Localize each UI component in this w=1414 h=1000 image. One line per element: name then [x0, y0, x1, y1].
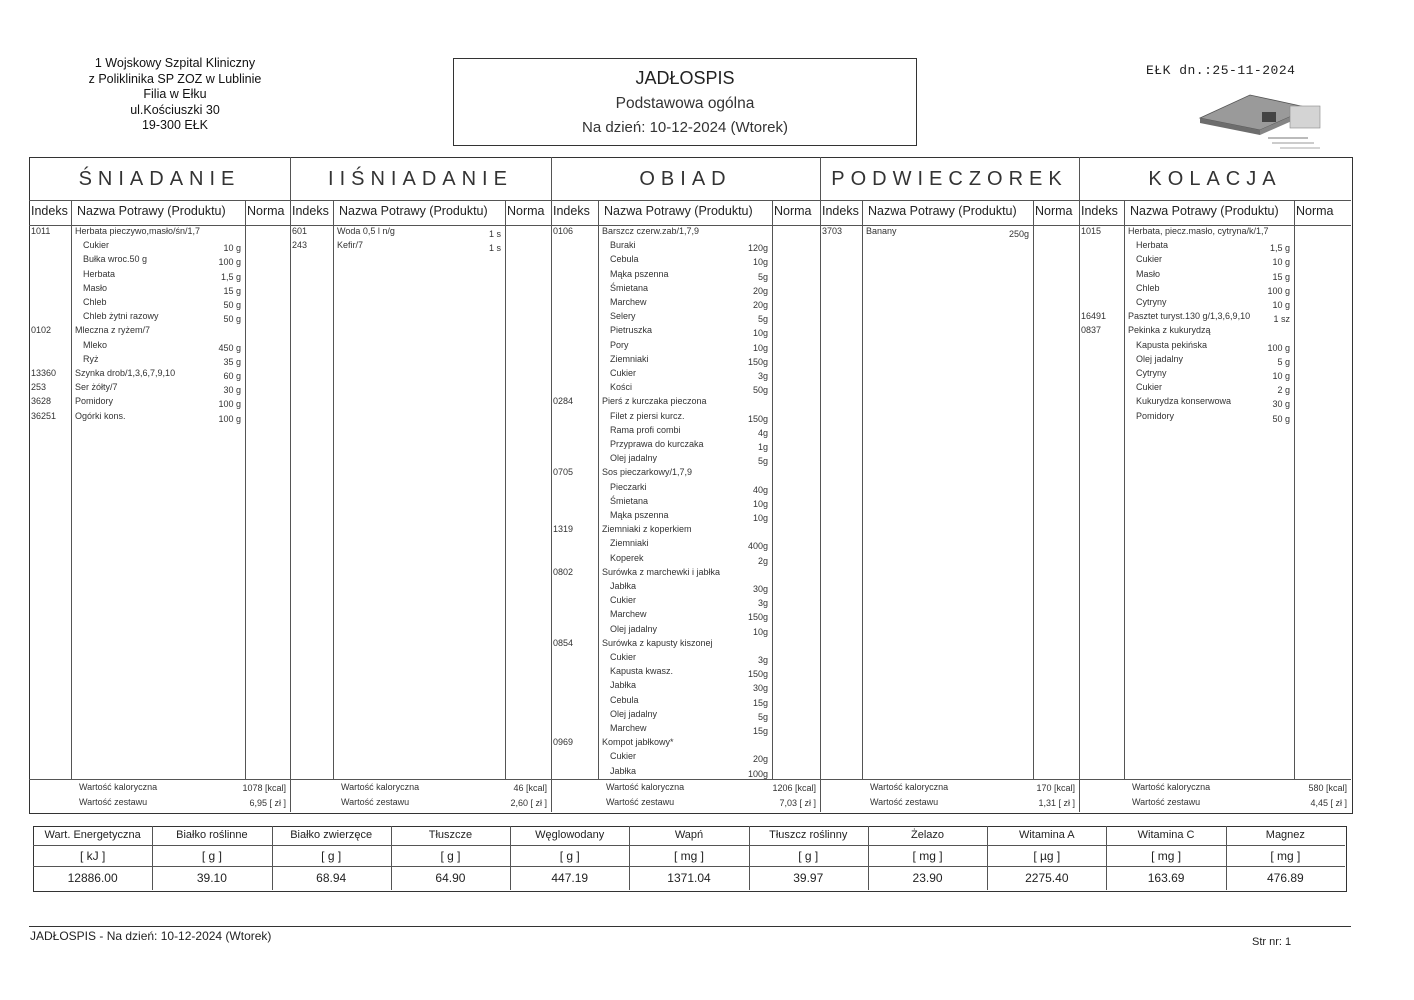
row-name: Cukier — [610, 652, 637, 662]
row-name: Pieczarki — [610, 481, 647, 492]
nutrient-label: Węglowodany — [535, 829, 605, 841]
row-index: 16491 — [1081, 311, 1107, 322]
row-norma: 50g — [752, 385, 768, 396]
column-header-name: Nazwa Potrawy (Produktu) — [604, 204, 753, 218]
norma-divider — [772, 200, 773, 779]
row-name: Kefir/7 — [337, 240, 364, 251]
title-box — [453, 58, 917, 146]
meal-divider — [820, 157, 821, 812]
row-norma: 20g — [752, 285, 768, 296]
nutrient-unit: [ g ] — [559, 849, 580, 863]
row-index: 0969 — [553, 737, 574, 748]
row-name: Ser żółty/7 — [75, 382, 118, 393]
row-norma: 50 g — [223, 314, 241, 325]
nutrient-label: Witamina C — [1137, 829, 1195, 841]
nutrient-unit: [ mg ] — [1151, 849, 1182, 863]
row-index: 1015 — [1081, 226, 1102, 236]
row-name: Cukier — [1136, 382, 1163, 393]
row-norma: 30 g — [1272, 399, 1290, 410]
row-name: Selery — [610, 311, 636, 322]
index-divider — [333, 200, 334, 779]
row-index: 253 — [31, 382, 47, 393]
stamp-image — [1190, 90, 1330, 152]
row-name: Chleb — [83, 297, 107, 307]
row-norma: 1g — [757, 442, 768, 452]
row-norma: 100g — [747, 768, 768, 779]
nutrient-label: Żelazo — [911, 829, 945, 841]
row-norma: 15 g — [223, 285, 241, 296]
nutrient-label: Białko zwierzęce — [290, 829, 373, 841]
index-divider — [1124, 200, 1125, 779]
meal-title: IIŚNIADANIE — [328, 168, 513, 190]
row-index: 243 — [292, 240, 308, 251]
column-header-norma: Norma — [1296, 204, 1334, 218]
kcal-label: Wartość kaloryczna — [870, 782, 949, 792]
row-index: 601 — [292, 226, 308, 236]
row-name: Surówka z marchewki i jabłka — [602, 566, 721, 577]
row-norma: 450 g — [218, 342, 241, 353]
row-index: 13360 — [31, 368, 57, 378]
row-norma: 150g — [747, 612, 768, 623]
page-number: Str nr: 1 — [1252, 936, 1292, 948]
nutrient-unit: [ g ] — [798, 849, 819, 863]
meal-divider — [290, 157, 291, 812]
footer-text: JADŁOSPIS - Na dzień: 10-12-2024 (Wtorek) — [30, 929, 272, 943]
kcal-value: 170 [kcal] — [1036, 783, 1075, 793]
kcal-label: Wartość kaloryczna — [606, 782, 685, 792]
row-norma: 10g — [752, 626, 768, 637]
row-norma: 10g — [752, 257, 768, 268]
row-norma: 5g — [757, 711, 768, 722]
row-name: Herbata — [1136, 240, 1169, 251]
row-norma: 30g — [752, 584, 768, 594]
nutrient-unit: [ g ] — [440, 849, 461, 863]
row-norma: 10g — [752, 328, 768, 339]
row-name: Kompot jabłkowy* — [602, 737, 674, 748]
kcal-label: Wartość kaloryczna — [79, 782, 158, 792]
row-index: 36251 — [31, 410, 57, 421]
row-name: Cytryny — [1136, 297, 1167, 307]
row-name: Ryż — [83, 353, 99, 364]
row-index: 3628 — [31, 396, 52, 407]
row-norma: 1 s — [488, 243, 501, 254]
cost-label: Wartość zestawu — [870, 797, 939, 807]
meal-title: OBIAD — [639, 168, 732, 190]
row-norma: 250g — [1008, 229, 1029, 239]
row-name: Mleczna z ryżem/7 — [75, 325, 151, 336]
nutrient-label: Wapń — [674, 829, 704, 841]
row-norma: 10 g — [1272, 300, 1290, 310]
nutrient-label: Białko roślinne — [176, 829, 248, 841]
row-norma: 120g — [747, 243, 768, 254]
row-name: Olej jadalny — [610, 708, 658, 719]
row-index: 1319 — [553, 524, 574, 535]
row-name: Olej jadalny — [610, 453, 658, 464]
column-header-index: Indeks — [1081, 204, 1118, 218]
row-name: Sos pieczarkowy/1,7,9 — [602, 467, 693, 478]
row-name: Cytryny — [1136, 368, 1167, 378]
row-norma: 10g — [752, 513, 768, 523]
row-name: Cukier — [1136, 254, 1163, 265]
hospital-line: 19-300 EŁK — [141, 118, 209, 133]
index-divider — [598, 200, 599, 779]
row-norma: 2g — [757, 555, 768, 566]
cost-value: 4,45 [ zł ] — [1310, 798, 1347, 808]
hospital-line: 1 Wojskowy Szpital Kliniczny — [94, 56, 256, 70]
column-header-norma: Norma — [774, 204, 812, 218]
row-name: Herbata — [83, 268, 116, 279]
nutrient-value: 64.90 — [435, 871, 466, 885]
row-norma: 1 sz — [1273, 314, 1290, 325]
norma-divider — [245, 200, 246, 779]
row-norma: 100 g — [218, 413, 241, 424]
row-norma: 10g — [752, 342, 768, 353]
row-index: 0102 — [31, 325, 52, 336]
column-header-name: Nazwa Potrawy (Produktu) — [339, 204, 488, 218]
row-norma: 400g — [747, 541, 768, 552]
row-name: Jabłka — [610, 765, 637, 776]
hospital-line: ul.Kościuszki 30 — [130, 102, 220, 117]
row-name: Szynka drob/1,3,6,7,9,10 — [75, 368, 176, 378]
row-norma: 20g — [752, 754, 768, 765]
row-name: Mąka pszenna — [610, 510, 669, 520]
row-name: Cebula — [610, 694, 639, 705]
row-norma: 40g — [752, 484, 768, 495]
row-name: Pietruszka — [610, 325, 653, 336]
row-name: Ziemniaki — [610, 353, 649, 364]
row-norma: 50 g — [223, 300, 241, 310]
nutrient-value: 1371.04 — [667, 871, 711, 885]
nutrient-label: Tłuszcz roślinny — [769, 829, 848, 841]
issue-date: EŁK dn.:25-11-2024 — [1146, 63, 1296, 78]
row-norma: 150g — [747, 356, 768, 367]
column-header-norma: Norma — [507, 204, 545, 218]
row-name: Kości — [610, 382, 633, 393]
row-norma: 60 g — [223, 371, 241, 381]
row-name: Mąka pszenna — [610, 268, 669, 279]
index-divider — [862, 200, 863, 779]
row-norma: 10 g — [223, 243, 241, 254]
row-norma: 10g — [752, 498, 768, 509]
row-norma: 15g — [752, 726, 768, 736]
row-name: Cukier — [610, 595, 637, 606]
row-norma: 20g — [752, 300, 768, 310]
nutrient-label: Magnez — [1265, 829, 1305, 841]
row-name: Pasztet turyst.130 g/1,3,6,9,10 — [1128, 311, 1251, 322]
column-header-name: Nazwa Potrawy (Produktu) — [868, 204, 1017, 218]
row-norma: 3g — [757, 371, 768, 381]
kcal-value: 46 [kcal] — [513, 783, 547, 793]
nutrient-label: Witamina A — [1018, 829, 1075, 841]
nutrient-unit: [ g ] — [321, 849, 342, 863]
row-name: Herbata, piecz.masło, cytryna/k/1,7 — [1128, 226, 1269, 236]
hospital-address — [70, 56, 280, 134]
nutrient-unit: [ µg ] — [1033, 849, 1061, 863]
meal-divider — [1079, 157, 1080, 812]
row-name: Kapusta kwasz. — [610, 666, 674, 677]
row-name: Pomidory — [1136, 410, 1175, 421]
row-norma: 100 g — [1267, 342, 1290, 353]
row-name: Pomidory — [75, 396, 114, 407]
column-header-index: Indeks — [822, 204, 859, 218]
row-name: Mleko — [83, 339, 108, 350]
cost-value: 2,60 [ zł ] — [510, 798, 547, 808]
row-norma: 100 g — [218, 399, 241, 410]
row-name: Jabłka — [610, 581, 637, 591]
row-name: Olej jadalny — [1136, 353, 1184, 364]
nutrient-value: 23.90 — [912, 871, 943, 885]
cost-label: Wartość zestawu — [606, 797, 675, 807]
row-norma: 2 g — [1277, 385, 1290, 396]
row-norma: 3g — [757, 598, 768, 609]
row-name: Surówka z kapusty kiszonej — [602, 637, 713, 648]
row-norma: 3g — [757, 655, 768, 665]
row-name: Pekinka z kukurydzą — [1128, 325, 1211, 336]
row-norma: 10 g — [1272, 371, 1290, 381]
row-name: Buraki — [610, 240, 636, 251]
row-name: Banany — [866, 226, 897, 236]
row-norma: 100 g — [1267, 285, 1290, 296]
row-name: Śmietana — [610, 495, 649, 506]
column-header-index: Indeks — [31, 204, 68, 218]
row-name: Masło — [1136, 268, 1161, 279]
row-name: Przyprawa do kurczaka — [610, 439, 704, 449]
row-name: Masło — [83, 282, 108, 293]
row-index: 0705 — [553, 467, 574, 478]
row-name: Chleb — [1136, 282, 1160, 293]
header-rule — [29, 200, 1351, 201]
nutrient-unit: [ mg ] — [673, 849, 704, 863]
row-index: 0837 — [1081, 325, 1102, 336]
row-name: Cukier — [610, 751, 637, 762]
row-norma: 10 g — [1272, 257, 1290, 268]
row-norma: 5g — [757, 314, 768, 325]
nutrient-unit: [ g ] — [201, 849, 222, 863]
row-name: Cukier — [610, 368, 637, 378]
nutrition-rule — [33, 866, 1345, 867]
nutrient-value: 39.10 — [196, 871, 227, 885]
row-name: Marchew — [610, 723, 647, 733]
row-norma: 1,5 g — [1269, 243, 1290, 254]
row-norma: 1 s — [488, 229, 501, 239]
row-norma: 5g — [757, 271, 768, 282]
row-index: 0854 — [553, 637, 574, 648]
summary-rule — [29, 779, 1351, 780]
cost-value: 7,03 [ zł ] — [779, 798, 816, 808]
nutrient-unit: [ mg ] — [1270, 849, 1301, 863]
row-name: Pierś z kurczaka pieczona — [602, 396, 707, 407]
document-title: JADŁOSPIS — [635, 68, 735, 88]
meal-divider — [551, 157, 552, 812]
row-norma: 30g — [752, 683, 768, 694]
row-index: 0106 — [553, 226, 574, 236]
meal-title: ŚNIADANIE — [78, 168, 241, 190]
row-name: Koperek — [610, 552, 644, 563]
row-name: Ziemniaki — [610, 538, 649, 549]
row-index: 0284 — [553, 396, 574, 407]
row-norma: 4g — [757, 427, 768, 438]
nutrient-label: Wart. Energetyczna — [44, 829, 141, 841]
row-name: Marchew — [610, 609, 647, 620]
hospital-line: Filia w Ełku — [143, 87, 207, 102]
row-name: Ogórki kons. — [75, 410, 126, 421]
kcal-value: 1206 [kcal] — [772, 783, 816, 793]
nutrient-value: 2275.40 — [1025, 871, 1069, 885]
row-norma: 150g — [747, 669, 768, 680]
row-index: 3703 — [822, 226, 843, 236]
row-name: Bułka wroc.50 g — [83, 254, 148, 265]
menu-date: Na dzień: 10-12-2024 (Wtorek) — [582, 119, 788, 136]
row-name: Kukurydza konserwowa — [1136, 396, 1232, 407]
kcal-value: 580 [kcal] — [1308, 783, 1347, 793]
row-norma: 100 g — [218, 257, 241, 268]
row-name: Barszcz czerw.zab/1,7,9 — [602, 226, 700, 236]
row-index: 1011 — [31, 226, 51, 236]
row-name: Cukier — [83, 240, 110, 251]
row-norma: 15g — [752, 697, 768, 708]
row-name: Pory — [610, 339, 629, 350]
kcal-value: 1078 [kcal] — [242, 783, 286, 793]
column-header-norma: Norma — [247, 204, 285, 218]
cost-label: Wartość zestawu — [1132, 797, 1201, 807]
row-name: Olej jadalny — [610, 623, 658, 634]
row-name: Filet z piersi kurcz. — [610, 410, 685, 421]
column-header-index: Indeks — [292, 204, 329, 218]
row-name: Herbata pieczywo,masło/śn/1,7 — [75, 226, 201, 236]
nutrient-unit: [ mg ] — [912, 849, 943, 863]
hospital-line: z Poliklinika SP ZOZ w Lublinie — [88, 71, 262, 86]
nutrient-value: 476.89 — [1267, 871, 1304, 885]
column-header-name: Nazwa Potrawy (Produktu) — [77, 204, 226, 218]
nutrient-value: 39.97 — [793, 871, 824, 885]
row-name: Jabłka — [610, 680, 637, 691]
row-name: Śmietana — [610, 282, 649, 293]
kcal-label: Wartość kaloryczna — [1132, 782, 1211, 792]
row-name: Woda 0,5 l n/g — [337, 226, 395, 236]
row-name: Cebula — [610, 254, 639, 265]
row-index: 0802 — [553, 566, 574, 577]
row-name: Marchew — [610, 297, 647, 307]
meal-title: PODWIECZOREK — [831, 168, 1068, 190]
meal-title: KOLACJA — [1148, 168, 1282, 190]
nutrient-label: Tłuszcze — [428, 829, 473, 841]
nutrient-value: 447.19 — [551, 871, 589, 885]
cost-label: Wartość zestawu — [341, 797, 410, 807]
nutrient-value: 163.69 — [1147, 871, 1185, 885]
row-name: Rama profi combi — [610, 424, 681, 435]
row-name: Kapusta pekińska — [1136, 339, 1208, 350]
norma-divider — [1033, 200, 1034, 779]
row-norma: 1,5 g — [220, 271, 241, 282]
row-norma: 50 g — [1272, 413, 1290, 424]
kcal-label: Wartość kaloryczna — [341, 782, 420, 792]
index-divider — [71, 200, 72, 779]
row-norma: 35 g — [223, 356, 241, 367]
column-header-index: Indeks — [553, 204, 590, 218]
column-header-name: Nazwa Potrawy (Produktu) — [1130, 204, 1279, 218]
diet-type: Podstawowa ogólna — [615, 95, 755, 112]
nutrient-value: 12886.00 — [67, 871, 118, 885]
nutrient-value: 68.94 — [316, 871, 347, 885]
row-norma: 30 g — [223, 385, 241, 396]
column-header-norma: Norma — [1035, 204, 1073, 218]
footer-divider — [29, 926, 1351, 927]
cost-label: Wartość zestawu — [79, 797, 148, 807]
nutrition-rule — [33, 845, 1345, 846]
row-norma: 150g — [747, 413, 768, 424]
row-norma: 5g — [757, 456, 768, 467]
nutrient-unit: [ kJ ] — [79, 849, 106, 863]
norma-divider — [505, 200, 506, 779]
row-norma: 5 g — [1277, 356, 1290, 367]
norma-divider — [1294, 200, 1295, 779]
row-name: Ziemniaki z koperkiem — [602, 524, 692, 535]
cost-value: 6,95 [ zł ] — [249, 798, 286, 808]
cost-value: 1,31 [ zł ] — [1038, 798, 1075, 808]
row-norma: 15 g — [1272, 271, 1290, 282]
row-name: Chleb żytni razowy — [83, 311, 159, 322]
